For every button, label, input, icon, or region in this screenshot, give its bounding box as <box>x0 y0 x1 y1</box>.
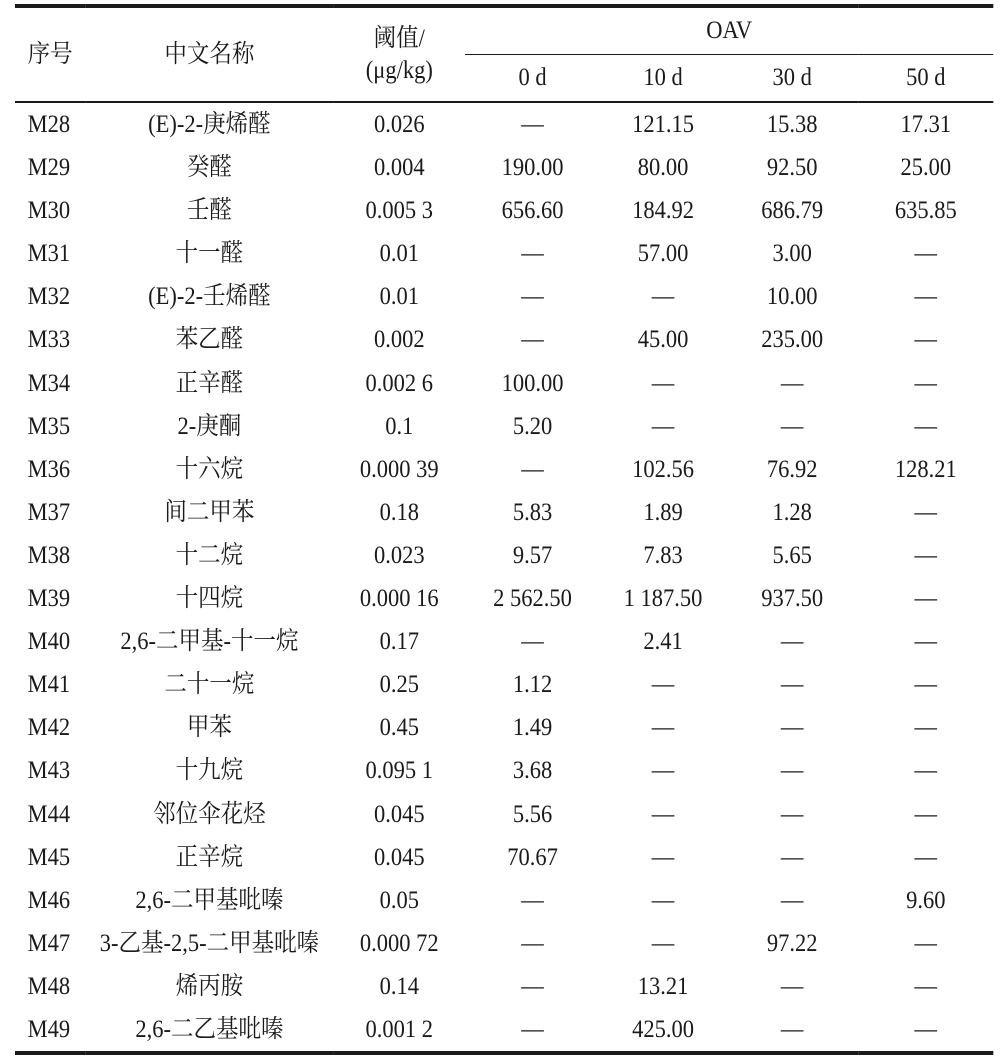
cell-oav-10d: 1.89 <box>643 498 683 526</box>
cell-oav-0d: 190.00 <box>501 154 564 182</box>
cell-oav-30d: 3.00 <box>772 240 812 268</box>
cell-name: 2-庚酮 <box>177 412 242 440</box>
cell-oav-0d: 1.49 <box>512 714 553 742</box>
cell-id: M49 <box>15 1008 85 1053</box>
cell-oav-0d: — <box>521 886 544 914</box>
cell-name: 3-乙基-2,5-二甲基吡嗪 <box>99 929 320 957</box>
cell-threshold: 0.095 1 <box>365 757 434 785</box>
cell-oav-10d: 45.00 <box>637 326 689 354</box>
cell-oav-10d: — <box>651 283 675 311</box>
cell-oav-10d: — <box>651 800 675 828</box>
cell-oav-0d: 3.68 <box>512 757 553 785</box>
cell-name: 十四烷 <box>175 585 244 613</box>
cell-oav-10d: — <box>651 671 675 699</box>
table-row <box>15 706 993 749</box>
table-row <box>15 189 993 232</box>
cell-id: M34 <box>27 369 71 397</box>
table-body <box>15 102 993 1053</box>
cell-oav-30d: — <box>780 800 804 828</box>
cell-oav-30d: 97.22 <box>766 929 818 957</box>
cell-oav-10d: 80.00 <box>637 154 689 182</box>
table-row <box>15 534 993 577</box>
cell-oav-10d: 1 187.50 <box>623 585 703 613</box>
table-row <box>15 577 993 620</box>
cell-oav-10d: 102.56 <box>632 455 694 483</box>
cell-name: 十一醛 <box>175 240 244 268</box>
cell-id: M46 <box>27 886 71 914</box>
cell-oav-10d: 57.00 <box>637 240 689 268</box>
cell-oav-30d: — <box>780 843 804 871</box>
cell-oav-10d: 7.83 <box>643 541 683 569</box>
cell-oav-10d: — <box>651 714 675 742</box>
table-row <box>15 318 993 361</box>
header-row-1 <box>15 6 993 55</box>
oav-table <box>15 4 993 1055</box>
cell-oav-30d: 1.28 <box>772 498 812 526</box>
cell-oav-50d: — <box>914 369 938 397</box>
cell-oav-50d: 635.85 <box>894 197 957 225</box>
cell-id: M43 <box>27 757 71 785</box>
cell-oav-30d: — <box>780 369 804 397</box>
cell-oav-30d: — <box>780 412 804 440</box>
table-row <box>15 922 993 965</box>
cell-oav-30d: — <box>780 671 804 699</box>
cell-oav-0d: 5.20 <box>512 412 553 440</box>
cell-oav-50d: — <box>914 326 938 354</box>
cell-oav-50d: — <box>914 628 938 656</box>
cell-oav-0d: — <box>521 455 544 483</box>
cell-oav-50d: — <box>914 541 938 569</box>
cell-name: 2,6-二乙基吡嗪 <box>85 1008 333 1053</box>
cell-oav-0d: 5.56 <box>512 800 553 828</box>
header-threshold-line1: 阈值/ <box>373 24 425 52</box>
cell-threshold: 0.045 <box>373 800 425 828</box>
table-row <box>15 749 993 792</box>
cell-name: 二十一烷 <box>164 671 255 699</box>
cell-name: 十六烷 <box>175 455 244 483</box>
cell-oav-50d: — <box>914 412 938 440</box>
cell-threshold: 0.004 <box>373 154 425 182</box>
cell-oav-0d: — <box>521 111 544 138</box>
cell-threshold: 0.045 <box>373 843 425 871</box>
table-row <box>15 275 993 318</box>
cell-threshold: 0.001 2 <box>334 1008 465 1053</box>
cell-id: M45 <box>27 843 71 871</box>
header-id: 序号 <box>15 6 85 102</box>
cell-threshold: 0.17 <box>379 628 419 656</box>
cell-oav-30d: 15.38 <box>766 111 818 138</box>
cell-name: 十九烷 <box>175 757 244 785</box>
cell-oav-50d: — <box>914 929 938 957</box>
header-threshold <box>334 6 465 102</box>
cell-name: 正辛醛 <box>175 369 244 397</box>
cell-threshold: 0.1 <box>385 412 414 440</box>
cell-oav-50d: 9.60 <box>906 886 946 914</box>
cell-name: 间二甲苯 <box>164 498 255 526</box>
cell-oav-0d: 100.00 <box>501 369 564 397</box>
cell-id: M42 <box>27 714 71 742</box>
cell-name: 2,6-二甲基-十一烷 <box>120 628 299 656</box>
cell-oav-50d: — <box>858 1008 993 1053</box>
cell-threshold: 0.026 <box>373 111 425 138</box>
cell-id: M41 <box>27 671 71 699</box>
cell-oav-50d: — <box>914 240 938 268</box>
cell-threshold: 0.000 16 <box>359 585 439 613</box>
cell-oav-50d: — <box>914 843 938 871</box>
cell-id: M36 <box>27 455 71 483</box>
table-row <box>15 102 993 146</box>
table-row <box>15 836 993 879</box>
cell-threshold: 0.45 <box>379 714 419 742</box>
header-day-10: 10 d <box>600 55 726 103</box>
cell-oav-10d: — <box>651 412 675 440</box>
cell-oav-0d: 5.83 <box>512 498 553 526</box>
cell-threshold: 0.005 3 <box>365 197 434 225</box>
oav-table-container <box>15 4 993 1055</box>
cell-id: M38 <box>27 541 71 569</box>
cell-oav-50d: 17.31 <box>900 111 952 138</box>
cell-oav-50d: — <box>914 585 938 613</box>
cell-name: (E)-2-壬烯醛 <box>148 283 271 311</box>
cell-id: M48 <box>27 972 71 1000</box>
cell-name: 癸醛 <box>186 154 232 182</box>
cell-name: 壬醛 <box>186 197 232 225</box>
cell-oav-10d: 121.15 <box>632 111 694 138</box>
cell-oav-30d: — <box>780 628 804 656</box>
cell-name: 烯丙胺 <box>175 972 244 1000</box>
cell-name: (E)-2-庚烯醛 <box>148 111 271 138</box>
cell-id: M32 <box>27 283 71 311</box>
cell-oav-0d: — <box>465 1008 600 1053</box>
table-row <box>15 879 993 922</box>
table-row <box>15 146 993 189</box>
table-row <box>15 1008 993 1053</box>
cell-threshold: 0.01 <box>379 283 419 311</box>
cell-oav-10d: — <box>651 929 675 957</box>
cell-oav-0d: — <box>521 283 544 311</box>
cell-id: M35 <box>27 412 71 440</box>
cell-oav-0d: 9.57 <box>512 541 553 569</box>
cell-name: 邻位伞花烃 <box>153 800 266 828</box>
cell-oav-50d: — <box>914 800 938 828</box>
cell-oav-0d: — <box>521 628 544 656</box>
cell-id: M47 <box>27 929 71 957</box>
cell-id: M33 <box>27 326 71 354</box>
cell-oav-50d: — <box>914 757 938 785</box>
cell-id: M39 <box>27 585 71 613</box>
table-row <box>15 405 993 448</box>
table-row <box>15 620 993 663</box>
header-oav-group: OAV <box>465 6 993 55</box>
cell-oav-0d: — <box>521 972 544 1000</box>
cell-oav-0d: 656.60 <box>501 197 564 225</box>
cell-oav-30d: 937.50 <box>761 585 824 613</box>
header-day-0: 0 d <box>465 55 600 103</box>
cell-oav-0d: 2 562.50 <box>493 585 572 613</box>
cell-oav-30d: — <box>780 714 804 742</box>
cell-id: M37 <box>27 498 71 526</box>
cell-oav-10d: — <box>651 757 675 785</box>
table-row <box>15 362 993 405</box>
cell-name: 2,6-二甲基吡嗪 <box>135 886 284 914</box>
cell-id: M40 <box>27 628 71 656</box>
cell-oav-30d: 92.50 <box>766 154 818 182</box>
table-row <box>15 793 993 836</box>
cell-threshold: 0.023 <box>373 541 425 569</box>
cell-threshold: 0.18 <box>379 498 419 526</box>
cell-threshold: 0.002 <box>373 326 425 354</box>
cell-id: M30 <box>27 197 71 225</box>
cell-threshold: 0.05 <box>379 886 419 914</box>
cell-oav-0d: — <box>521 240 544 268</box>
cell-oav-30d: 10.00 <box>766 283 818 311</box>
table-row <box>15 663 993 706</box>
cell-name: 正辛烷 <box>175 843 244 871</box>
cell-id: M29 <box>27 154 71 182</box>
header-name: 中文名称 <box>85 6 333 102</box>
cell-id: M28 <box>27 111 71 138</box>
cell-oav-30d: — <box>726 1008 858 1053</box>
cell-oav-30d: — <box>780 886 804 914</box>
cell-oav-30d: 686.79 <box>761 197 824 225</box>
cell-threshold: 0.000 72 <box>359 929 439 957</box>
cell-oav-10d: — <box>651 369 675 397</box>
cell-oav-50d: — <box>914 714 938 742</box>
cell-name: 十二烷 <box>175 541 244 569</box>
cell-oav-10d: — <box>651 843 675 871</box>
cell-name: 苯乙醛 <box>175 326 244 354</box>
cell-oav-10d: — <box>651 886 675 914</box>
table-row <box>15 232 993 275</box>
cell-oav-30d: — <box>780 972 804 1000</box>
cell-oav-50d: — <box>914 972 938 1000</box>
cell-id: M44 <box>27 800 71 828</box>
cell-oav-30d: 235.00 <box>761 326 824 354</box>
header-day-30: 30 d <box>726 55 858 103</box>
cell-oav-10d: 184.92 <box>632 197 694 225</box>
cell-threshold: 0.25 <box>379 671 419 699</box>
cell-oav-0d: 70.67 <box>507 843 558 871</box>
cell-oav-50d: 128.21 <box>894 455 957 483</box>
header-day-50: 50 d <box>858 55 993 103</box>
header-threshold-line2: (μg/kg) <box>365 56 433 84</box>
cell-oav-30d: — <box>780 757 804 785</box>
cell-oav-50d: — <box>914 498 938 526</box>
cell-oav-30d: 5.65 <box>772 541 812 569</box>
table-row <box>15 965 993 1008</box>
cell-oav-0d: — <box>521 929 544 957</box>
table-row <box>15 448 993 491</box>
cell-id: M31 <box>27 240 71 268</box>
cell-oav-30d: 76.92 <box>766 455 818 483</box>
cell-threshold: 0.14 <box>379 972 419 1000</box>
cell-name: 甲苯 <box>186 714 232 742</box>
cell-oav-50d: 25.00 <box>900 154 952 182</box>
table-header <box>15 6 993 102</box>
cell-oav-0d: 1.12 <box>512 671 553 699</box>
cell-oav-50d: — <box>914 283 938 311</box>
cell-threshold: 0.000 39 <box>359 455 439 483</box>
cell-oav-10d: 2.41 <box>643 628 683 656</box>
cell-oav-10d: 13.21 <box>637 972 689 1000</box>
cell-oav-0d: — <box>521 326 544 354</box>
cell-oav-50d: — <box>914 671 938 699</box>
cell-threshold: 0.01 <box>379 240 419 268</box>
cell-threshold: 0.002 6 <box>365 369 434 397</box>
table-row <box>15 491 993 534</box>
cell-oav-10d: 425.00 <box>600 1008 726 1053</box>
